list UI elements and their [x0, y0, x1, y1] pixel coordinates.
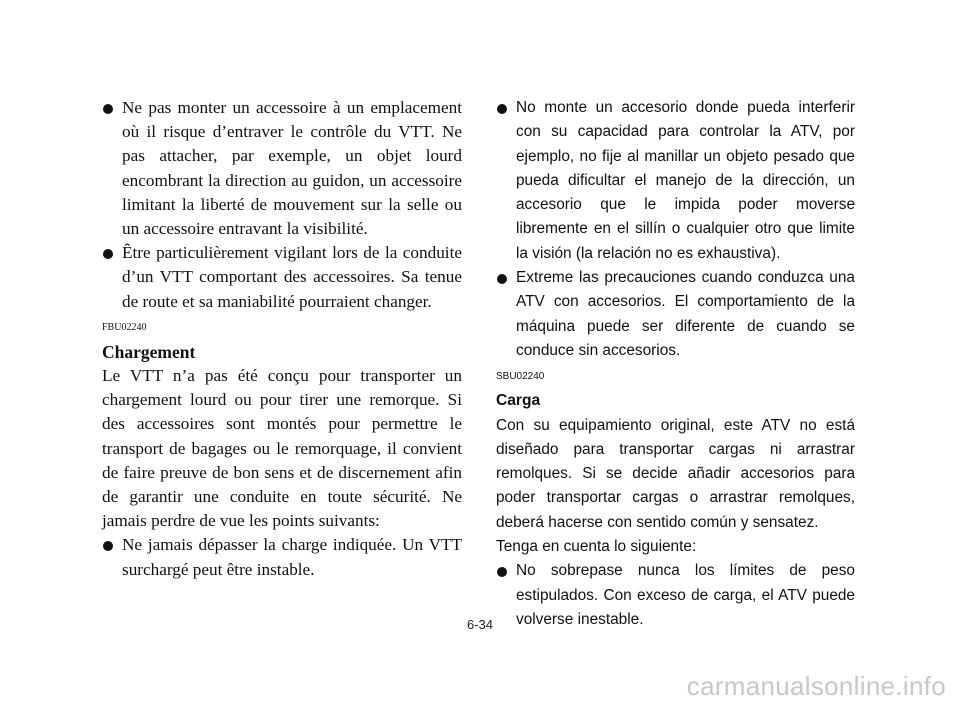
- bullet-icon: [103, 249, 113, 259]
- section-paragraph: Le VTT n’a pas été conçu pour transporter un chargement lourd ou pour tirer une remorque. Si des accessoires sont montés pour permettre le transport de bagages ou le remorquage, il convient de faire preuve de bon sens et de discernement afin de garantir une conduite en toute sécurité. Ne jamais perdre de vue les points suivants:: [102, 366, 462, 531]
- bullet-item: [102, 96, 462, 241]
- spanish-column: [496, 96, 855, 632]
- bullet-icon: [103, 541, 113, 551]
- bullet-icon: [497, 567, 507, 577]
- bullet-item: [496, 266, 855, 363]
- bullet-item: [496, 96, 855, 266]
- bullet-item: [102, 533, 462, 581]
- bullet-item: [102, 241, 462, 314]
- section-paragraph: Con su equipamiento original, este ATV no está diseñado para transportar cargas ni arrastrar remolques. Si se decide añadir accesorios para poder transportar cargas o arrastrar remolques, deberá hacerse con sentido común y sensatez.: [496, 416, 855, 531]
- section-code: FBU02240: [102, 321, 147, 333]
- bullet-text: Ne pas monter un accessoire à un emplacement où il risque d’entraver le contrôle du VTT. Ne pas attacher, par exemple, un objet lourd encombrant la direction au guidon, un accessoire limitant la liberté de mouvement sur la selle ou un accessoire entravant la visibilité.: [122, 98, 462, 239]
- bullet-text: Être particulièrement vigilant lors de la conduite d’un VTT comportant des accessoires. Sa tenue de route et sa maniabilité pourraient changer.: [122, 243, 462, 311]
- french-column: [102, 96, 462, 582]
- section-code: SBU02240: [496, 371, 545, 383]
- section-paragraph: Tenga en cuenta lo siguiente:: [496, 538, 697, 556]
- bullet-text: No sobrepase nunca los límites de peso estipulados. Con exceso de carga, el ATV puede volverse inestable.: [516, 562, 855, 628]
- bullet-text: Ne jamais dépasser la charge indiquée. Un VTT surchargé peut être instable.: [122, 535, 462, 579]
- section-heading: Carga: [496, 392, 541, 410]
- page-number: 6-34: [466, 617, 494, 632]
- bullet-text: Extreme las precauciones cuando conduzca una ATV con accesorios. El comportamiento de la máquina puede ser diferente de cuando se conduce sin accesorios.: [516, 269, 855, 359]
- bullet-icon: [497, 104, 507, 114]
- bullet-text: No monte un accesorio donde pueda interferir con su capacidad para controlar la ATV, por ejemplo, no fije al manillar un objeto pesado que pueda dificultar el manejo de la dirección, un accesorio que le impida poder moverse libremente en el sillín o cualquier otro que limite la visión (la relación no es exhaustiva).: [516, 99, 855, 262]
- bullet-icon: [103, 104, 113, 114]
- watermark: carmanualsonline.info: [686, 671, 946, 701]
- bullet-icon: [497, 274, 507, 284]
- section-heading: Chargement: [102, 341, 196, 362]
